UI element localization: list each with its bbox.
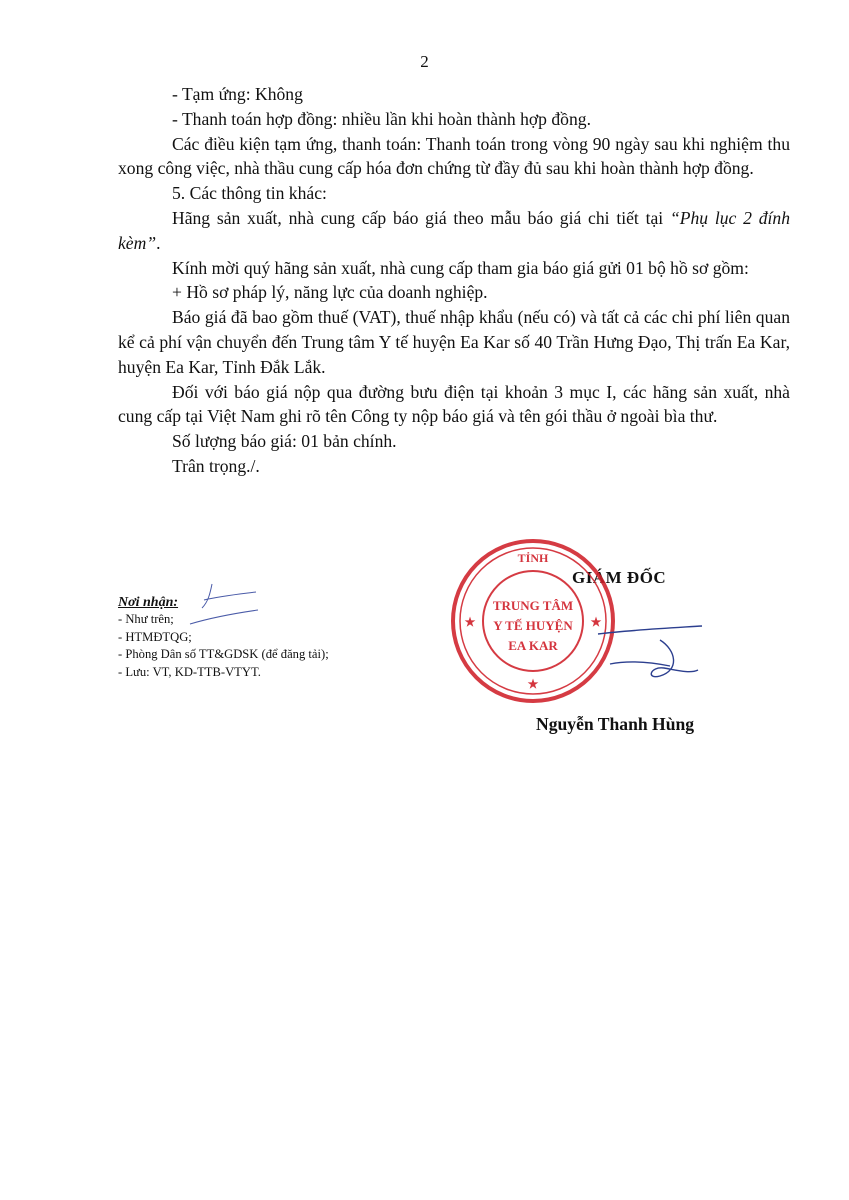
contract-payment-line: - Thanh toán hợp đồng: nhiều lần khi hoàn thành hợp đồng. <box>172 108 591 129</box>
svg-text:EA KAR: EA KAR <box>508 638 558 653</box>
svg-text:★: ★ <box>464 615 476 629</box>
signature-block <box>464 551 760 740</box>
tax-inclusion-paragraph: Báo giá đã bao gồm thuế (VAT), thuế nhập khẩu (nếu có) và tất cả các chi phí liên quan kể cả phí vận chuyển đến Trung tâm Y tế huyện Ea Kar số 40 Trần Hưng Đạo, Thị trấn Ea Kar, huyện Ea Kar, Tỉnh Đắk Lắk. <box>118 307 790 377</box>
payment-conditions-paragraph: Các điều kiện tạm ứng, thanh toán: Thanh toán trong vòng 90 ngày sau khi nghiệm thu xong công việc, nhà thầu cung cấp hóa đơn chứng từ đầy đủ sau khi hoàn thành hợp đồng. <box>118 133 790 179</box>
svg-text:★: ★ <box>527 677 539 691</box>
advance-payment-line: - Tạm ứng: Không <box>172 84 303 104</box>
document-body <box>118 82 790 479</box>
svg-text:TỈNH: TỈNH <box>517 551 549 565</box>
recipient-item: - Lưu: VT, KD-TTB-VTYT. <box>118 664 261 679</box>
appendix-reference: “Phụ lục 2 đính kèm” <box>118 207 790 253</box>
recipient-item: - HTMĐTQG; <box>118 629 192 644</box>
svg-text:Y TẾ HUYỆN: Y TẾ HUYỆN <box>493 618 573 633</box>
quotation-quantity-line: Số lượng báo giá: 01 bản chính. <box>172 431 397 452</box>
recipients-title: Nơi nhận: <box>118 595 179 610</box>
svg-text:★: ★ <box>590 615 602 629</box>
postal-submission-paragraph: Đối với báo giá nộp qua đường bưu điện tại khoản 3 mục I, các hãng sản xuất, nhà cung cấp tại Việt Nam ghi rõ tên Công ty nộp báo giá và tên gói thầu ở ngoài bìa thư. <box>118 381 790 427</box>
recipient-item: - Như trên; <box>118 612 174 627</box>
signer-name: Nguyễn Thanh Hùng <box>536 714 695 734</box>
recipient-item: - Phòng Dân số TT&GDSK (để đăng tải); <box>118 647 329 662</box>
director-title: GIÁM ĐỐC <box>572 568 667 587</box>
appendix-reference-suffix: . <box>156 232 161 253</box>
quotation-template-paragraph <box>118 206 790 256</box>
legal-docs-line: + Hồ sơ pháp lý, năng lực của doanh nghiệp. <box>172 282 488 303</box>
handwritten-signature <box>590 600 710 690</box>
recipients-block <box>118 594 438 681</box>
other-info-heading: 5. Các thông tin khác: <box>172 183 327 204</box>
svg-text:TRUNG TÂM: TRUNG TÂM <box>492 598 574 613</box>
closing-line: Trân trọng./. <box>172 455 260 476</box>
quotation-template-text: Hãng sản xuất, nhà cung cấp báo giá theo mẫu báo giá chi tiết tại <box>172 207 670 228</box>
page-number: 2 <box>420 52 429 71</box>
invitation-paragraph: Kính mời quý hãng sản xuất, nhà cung cấp tham gia báo giá gửi 01 bộ hồ sơ gồm: <box>172 257 749 278</box>
